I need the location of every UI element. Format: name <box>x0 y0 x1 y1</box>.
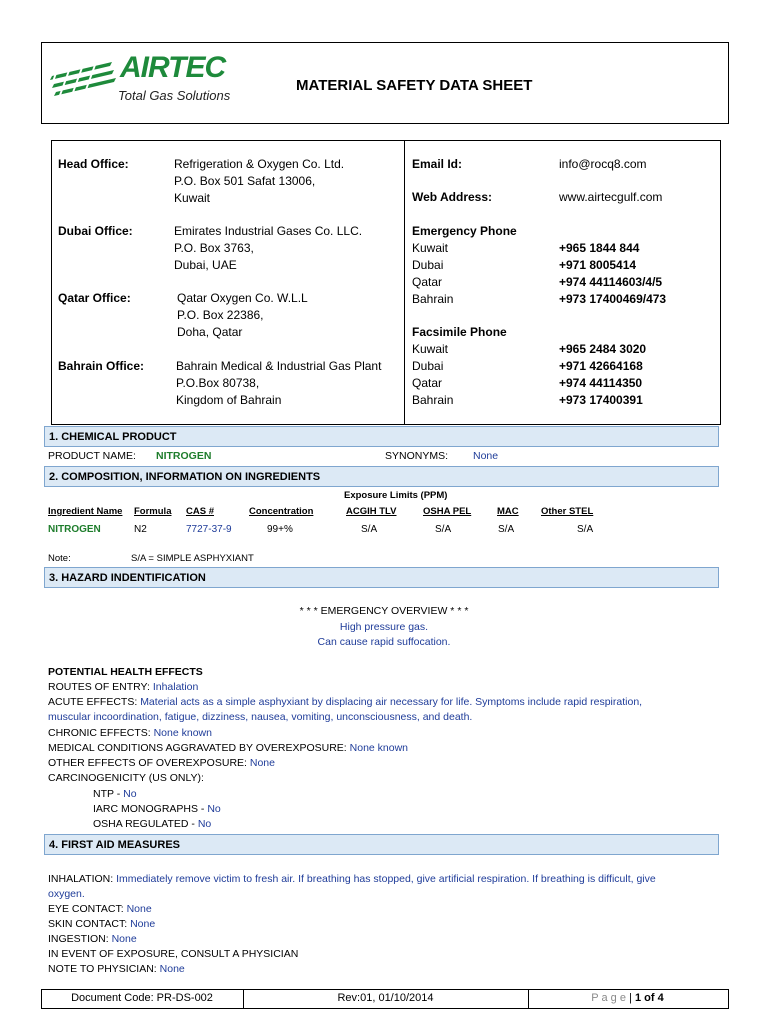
osha-regulated-line: OSHA REGULATED - No <box>93 818 212 830</box>
col-osha-pel: OSHA PEL <box>423 506 472 517</box>
concentration-cell: 99+% <box>267 524 293 535</box>
document-title: MATERIAL SAFETY DATA SHEET <box>296 77 533 94</box>
health-effects-heading: POTENTIAL HEALTH EFFECTS <box>48 666 203 678</box>
offices-divider <box>404 140 405 425</box>
fax-countries: Kuwait Dubai Qatar Bahrain <box>412 342 454 407</box>
col-ingredient-name: Ingredient Name <box>48 506 123 517</box>
qatar-office-address: Qatar Oxygen Co. W.L.L P.O. Box 22386, Doha, Qatar <box>177 291 308 339</box>
osha-pel-cell: S/A <box>435 524 452 535</box>
ingredient-name-cell: NITROGEN <box>48 524 101 535</box>
iarc-line: IARC MONOGRAPHS - No <box>93 803 221 815</box>
other-effects: OTHER EFFECTS OF OVEREXPOSURE: None <box>48 757 275 769</box>
exposure-limits-heading: Exposure Limits (PPM) <box>344 490 448 501</box>
web-value[interactable]: www.airtecgulf.com <box>559 190 663 204</box>
revision: Rev:01, 01/10/2014 <box>337 992 434 1004</box>
web-label: Web Address: <box>412 190 493 204</box>
cas-cell: 7727-37-9 <box>186 524 232 535</box>
section-3-header: 3. HAZARD INDENTIFICATION <box>44 567 719 588</box>
synonyms-label: SYNONYMS: <box>385 450 449 462</box>
qatar-office-label: Qatar Office: <box>58 291 131 305</box>
emergency-heading: Emergency Phone <box>412 224 517 238</box>
head-office-label: Head Office: <box>58 157 129 171</box>
emergency-countries: Kuwait Dubai Qatar Bahrain <box>412 241 454 306</box>
dubai-office-address: Emirates Industrial Gases Co. LLC. P.O. Box 3763, Dubai, UAE <box>174 224 363 272</box>
skin-contact: SKIN CONTACT: None <box>48 918 156 930</box>
synonyms-value: None <box>473 450 499 462</box>
inhalation-line-1: INHALATION: Immediately remove victim to fresh air. If breathing has stopped, give artificial respiration. If breathing is difficult, give <box>48 873 656 885</box>
carcinogenicity-label: CARCINOGENICITY (US ONLY): <box>48 772 204 784</box>
fax-heading: Facsimile Phone <box>412 325 507 339</box>
col-cas: CAS # <box>186 506 214 517</box>
mac-cell: S/A <box>498 524 515 535</box>
overview-line-2: Can cause rapid suffocation. <box>317 636 451 648</box>
consult-physician: IN EVENT OF EXPOSURE, CONSULT A PHYSICIAN <box>48 948 299 960</box>
routes-of-entry: ROUTES OF ENTRY: Inhalation <box>48 681 199 693</box>
note-to-physician: NOTE TO PHYSICIAN: None <box>48 963 185 975</box>
note-text: S/A = SIMPLE ASPHYXIANT <box>131 553 254 564</box>
ntp-line: NTP - No <box>93 788 137 800</box>
inhalation-line-2: oxygen. <box>48 888 85 900</box>
bahrain-office-label: Bahrain Office: <box>58 359 145 373</box>
bahrain-office-address: Bahrain Medical & Industrial Gas Plant P.O.Box 80738, Kingdom of Bahrain <box>176 359 382 407</box>
ingestion: INGESTION: None <box>48 933 137 945</box>
overview-line-1: High pressure gas. <box>339 621 429 633</box>
dubai-office-label: Dubai Office: <box>58 224 133 238</box>
note-label: Note: <box>48 553 71 564</box>
col-acgih-tlv: ACGIH TLV <box>346 506 397 517</box>
acute-effects-line-1: ACUTE EFFECTS: Material acts as a simple asphyxiant by displacing air necessary for life. Symptoms include rapid respiration, <box>48 696 643 708</box>
section-2-header: 2. COMPOSITION, INFORMATION ON INGREDIENTS <box>44 466 719 487</box>
section-4-header: 4. FIRST AID MEASURES <box>44 834 719 855</box>
email-value[interactable]: info@rocq8.com <box>559 157 647 171</box>
document-code: Document Code: PR-DS-002 <box>71 992 213 1004</box>
emergency-overview-heading: * * * EMERGENCY OVERVIEW * * * <box>299 605 469 617</box>
product-name-label: PRODUCT NAME: <box>48 450 136 462</box>
acute-effects-line-2: muscular incoordination, fatigue, dizziness, nausea, vomiting, unconsciousness, and death. <box>48 711 473 723</box>
col-other-stel: Other STEL <box>541 506 594 517</box>
head-office-address: Refrigeration & Oxygen Co. Ltd. P.O. Box 501 Safat 13006, Kuwait <box>174 157 345 205</box>
chronic-effects: CHRONIC EFFECTS: None known <box>48 727 212 739</box>
logo-tagline: Total Gas Solutions <box>118 88 231 103</box>
logo-wordmark: AIRTEC <box>120 51 226 84</box>
emergency-numbers: +965 1844 844 +971 8005414 +974 44114603/4/5 +973 17400469/473 <box>559 241 667 306</box>
col-concentration: Concentration <box>249 506 314 517</box>
email-label: Email Id: <box>412 157 463 171</box>
other-stel-cell: S/A <box>577 524 594 535</box>
acgih-tlv-cell: S/A <box>361 524 378 535</box>
col-mac: MAC <box>497 506 519 517</box>
fax-numbers: +965 2484 3020 +971 42664168 +974 44114350 +973 17400391 <box>559 342 647 407</box>
page-indicator: P a g e | 1 of 4 <box>591 992 664 1004</box>
medical-conditions: MEDICAL CONDITIONS AGGRAVATED BY OVEREXPOSURE: None known <box>48 742 409 754</box>
col-formula: Formula <box>134 506 172 517</box>
eye-contact: EYE CONTACT: None <box>48 903 152 915</box>
product-name-value: NITROGEN <box>156 450 212 462</box>
formula-cell: N2 <box>134 524 147 535</box>
section-1-header: 1. CHEMICAL PRODUCT <box>44 426 719 447</box>
